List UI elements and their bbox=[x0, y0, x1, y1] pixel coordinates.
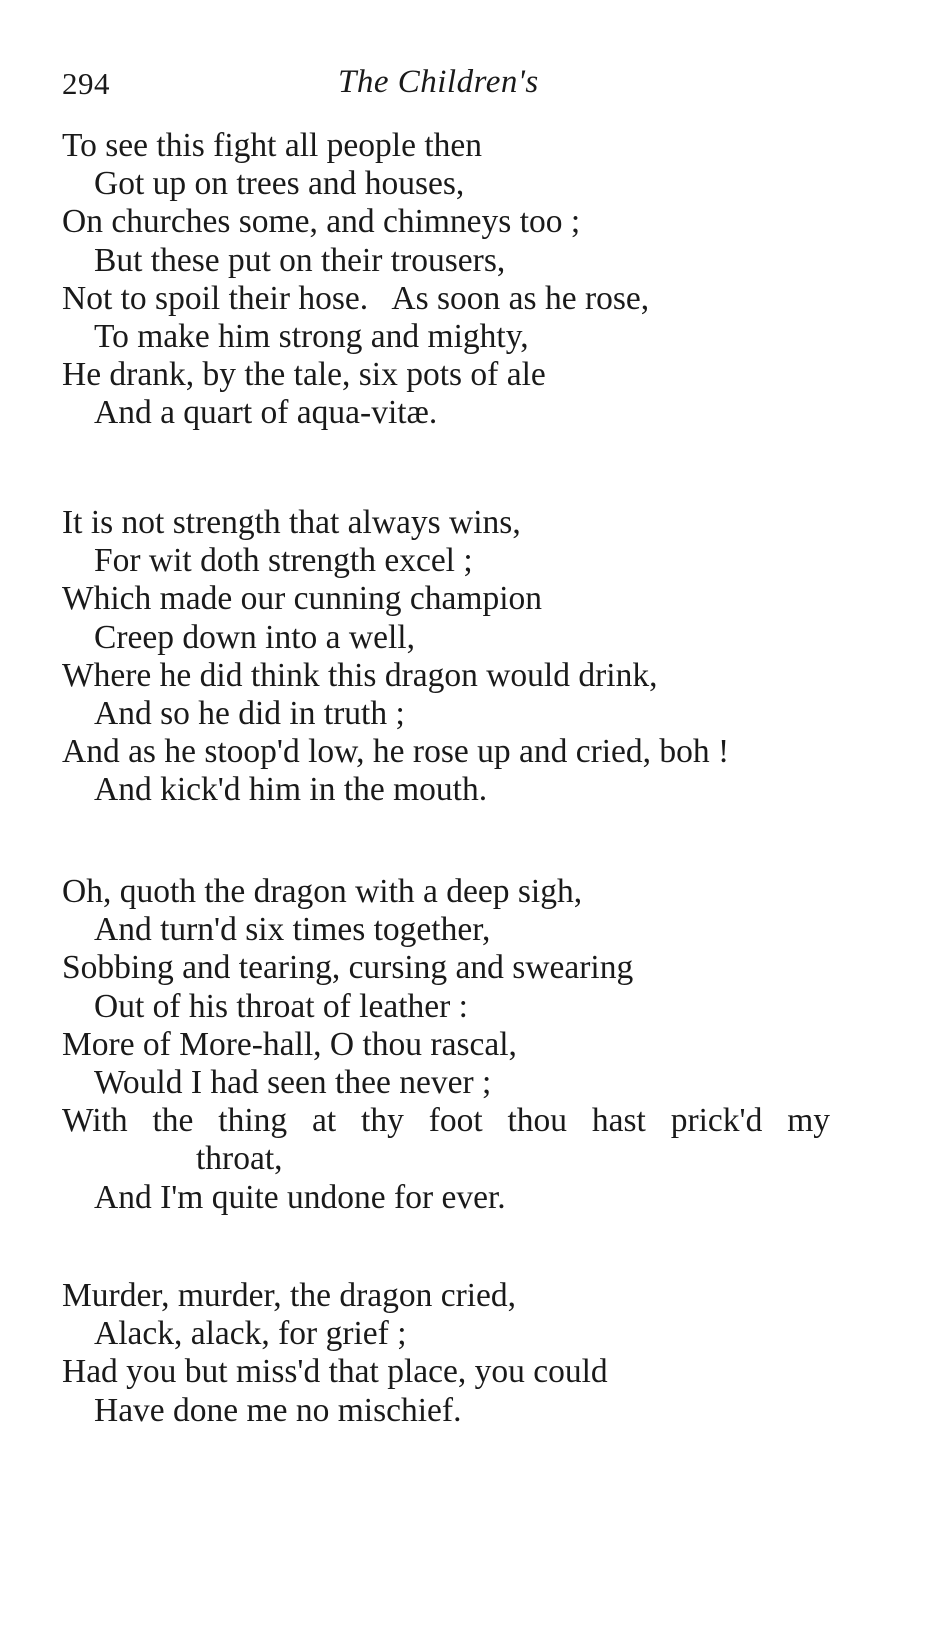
verse-line: Creep down into a well, bbox=[94, 618, 415, 656]
verse-line: To make him strong and mighty, bbox=[94, 318, 529, 356]
verse-line: And kick'd him in the mouth. bbox=[94, 771, 488, 809]
verse-line: For wit doth strength excel ; bbox=[94, 542, 473, 580]
verse-line: Have done me no mischief. bbox=[94, 1391, 462, 1429]
verse-line: Where he did think this dragon would drink, bbox=[62, 656, 658, 694]
verse-word: thou bbox=[507, 1102, 568, 1140]
verse-line: Murder, murder, the dragon cried, bbox=[62, 1277, 517, 1314]
verse-line: To see this fight all people then bbox=[62, 127, 483, 164]
stanza-3 bbox=[62, 873, 830, 1217]
verse-word: foot bbox=[428, 1102, 483, 1140]
verse-word: With bbox=[62, 1102, 128, 1140]
stanza-4 bbox=[62, 1277, 608, 1430]
verse-word: thy bbox=[361, 1102, 404, 1140]
verse-line: On churches some, and chimneys too ; bbox=[62, 203, 581, 241]
verse-word: at bbox=[312, 1102, 337, 1140]
verse-line: Out of his throat of leather : bbox=[94, 987, 468, 1025]
verse-line: And I'm quite undone for ever. bbox=[94, 1178, 506, 1216]
verse-line: And so he did in truth ; bbox=[94, 695, 405, 733]
verse-word: my bbox=[787, 1102, 830, 1140]
verse-line: He drank, by the tale, six pots of ale bbox=[62, 356, 546, 394]
verse-line: And as he stoop'd low, he rose up and cried, boh ! bbox=[62, 733, 730, 771]
verse-line: Which made our cunning champion bbox=[62, 580, 543, 618]
verse-line: Oh, quoth the dragon with a deep sigh, bbox=[62, 873, 583, 910]
verse-line: But these put on their trousers, bbox=[94, 241, 506, 279]
verse-line-turnover: throat, bbox=[196, 1140, 283, 1178]
verse-line: Not to spoil their hose. As soon as he rose, bbox=[62, 279, 650, 317]
stanza-1 bbox=[62, 127, 649, 433]
verse-word: thing bbox=[218, 1102, 288, 1140]
verse-line-justified bbox=[62, 1102, 830, 1140]
verse-line: Had you but miss'd that place, you could bbox=[62, 1353, 608, 1391]
verse-word: prick'd bbox=[670, 1102, 763, 1140]
verse-line: More of More-hall, O thou rascal, bbox=[62, 1025, 517, 1063]
verse-line: Would I had seen thee never ; bbox=[94, 1064, 492, 1102]
verse-word: hast bbox=[591, 1102, 646, 1140]
verse-line: Sobbing and tearing, cursing and swearing bbox=[62, 949, 634, 987]
verse-line: And turn'd six times together, bbox=[94, 911, 491, 949]
verse-line: Alack, alack, for grief ; bbox=[94, 1315, 407, 1353]
verse-line: It is not strength that always wins, bbox=[62, 504, 521, 541]
verse-line: And a quart of aqua-vitæ. bbox=[94, 394, 438, 432]
verse-word: the bbox=[152, 1102, 194, 1140]
verse-line: Got up on trees and houses, bbox=[94, 165, 465, 203]
running-title: The Children's bbox=[338, 64, 539, 100]
stanza-2 bbox=[62, 504, 729, 810]
page-number: 294 bbox=[62, 66, 110, 101]
